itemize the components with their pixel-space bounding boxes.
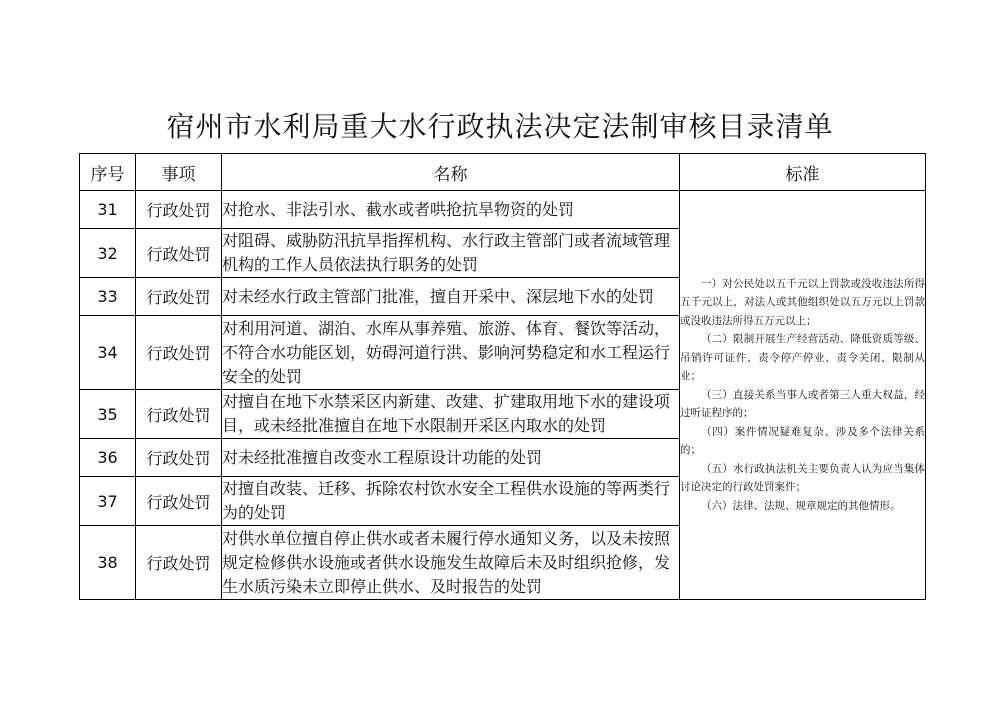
row-category: 行政处罚 <box>136 526 222 600</box>
row-seq: 31 <box>80 191 136 229</box>
row-name: 对擅自改装、迁移、拆除农村饮水安全工程供水设施的等两类行为的处罚 <box>222 477 680 526</box>
row-seq: 34 <box>80 316 136 390</box>
row-category: 行政处罚 <box>136 316 222 390</box>
row-name: 对利用河道、湖泊、水库从事养殖、旅游、体育、餐饮等活动，不符合水功能区划，妨碍河道行洪、影响河势稳定和水工程运行安全的处罚 <box>222 316 680 390</box>
table-row <box>80 191 926 229</box>
table-header-row <box>80 154 926 191</box>
row-name: 对阻碍、威胁防汛抗旱指挥机构、水行政主管部门或者流域管理机构的工作人员依法执行职务的处罚 <box>222 229 680 278</box>
standard-item: （六）法律、法规、规章规定的其他情形。 <box>701 499 901 512</box>
standard-cell <box>680 191 926 600</box>
row-name: 对抢水、非法引水、截水或者哄抢抗旱物资的处罚 <box>222 191 680 229</box>
header-standard: 标准 <box>680 154 926 191</box>
row-seq: 32 <box>80 229 136 278</box>
row-category: 行政处罚 <box>136 439 222 477</box>
row-seq: 33 <box>80 278 136 316</box>
row-seq: 36 <box>80 439 136 477</box>
row-category: 行政处罚 <box>136 191 222 229</box>
header-category: 事项 <box>136 154 222 191</box>
header-seq: 序号 <box>80 154 136 191</box>
page-title: 宿州市水利局重大水行政执法决定法制审核目录清单 <box>166 110 834 143</box>
row-name: 对未经水行政主管部门批准，擅自开采中、深层地下水的处罚 <box>222 278 680 316</box>
row-category: 行政处罚 <box>136 390 222 439</box>
standard-item: （三）直接关系当事人或者第三人重大权益，经过听证程序的； <box>680 388 925 420</box>
audit-catalog-table <box>79 153 926 600</box>
row-seq: 38 <box>80 526 136 600</box>
row-category: 行政处罚 <box>136 278 222 316</box>
row-name: 对擅自在地下水禁采区内新建、改建、扩建取用地下水的建设项目，或未经批准擅自在地下水限制开采区内取水的处罚 <box>222 390 680 439</box>
standard-item: 一）对公民处以五千元以上罚款或没收违法所得五千元以上，对法人或其他组织处以五万元以上罚款或没收违法所得五万元以上； <box>680 277 925 327</box>
standard-item: （二）限制开展生产经营活动、降低资质等级、吊销许可证件、责令停产停业、责令关闭、限制从业； <box>680 333 925 383</box>
row-category: 行政处罚 <box>136 229 222 278</box>
row-category: 行政处罚 <box>136 477 222 526</box>
row-seq: 35 <box>80 390 136 439</box>
standard-item: （四）案件情况疑难复杂、涉及多个法律关系的； <box>680 425 925 457</box>
row-name: 对未经批准擅自改变水工程原设计功能的处罚 <box>222 439 680 477</box>
header-name: 名称 <box>222 154 680 191</box>
row-seq: 37 <box>80 477 136 526</box>
standard-item: （五）水行政执法机关主要负责人认为应当集体讨论决定的行政处罚案件； <box>680 462 925 494</box>
row-name: 对供水单位擅自停止供水或者未履行停水通知义务，以及未按照规定检修供水设施或者供水设施发生故障后未及时组织抢修，发生水质污染未立即停止供水、及时报告的处罚 <box>222 526 680 600</box>
